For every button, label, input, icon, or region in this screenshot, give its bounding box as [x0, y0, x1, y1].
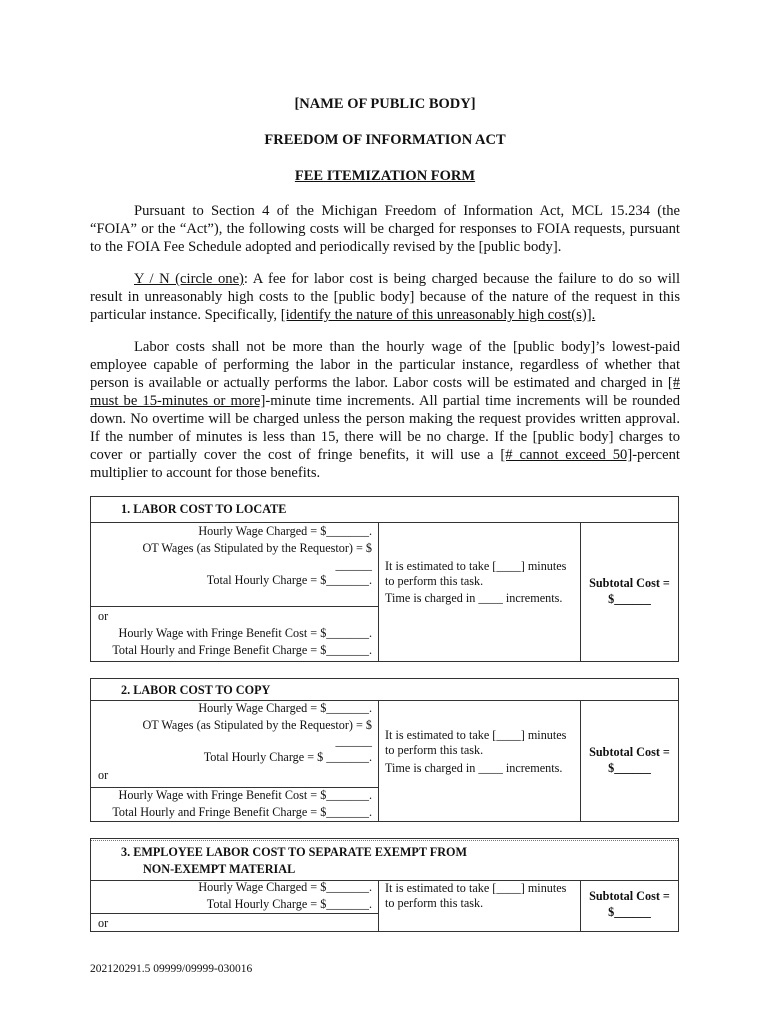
section-labor-cost-to-locate — [90, 496, 679, 662]
public-body-heading: [NAME OF PUBLIC BODY] — [294, 96, 476, 112]
divider — [91, 700, 678, 701]
hourly-wage-field[interactable]: Hourly Wage Charged = $_______. — [198, 701, 372, 715]
section-title: 1. LABOR COST TO LOCATE — [121, 502, 287, 516]
section-separate-exempt-material — [90, 838, 679, 932]
divider — [91, 606, 378, 607]
labor-cost-paragraph — [90, 338, 680, 482]
fringe-total-field[interactable]: Total Hourly and Fringe Benefit Charge = $_______. — [112, 643, 372, 657]
divider — [91, 913, 378, 914]
section-labor-cost-to-copy — [90, 678, 679, 822]
increment-field[interactable]: Time is charged in ____ increments. — [385, 591, 563, 605]
act-heading: FREEDOM OF INFORMATION ACT — [264, 132, 506, 148]
subtotal-value[interactable]: $______ — [608, 761, 651, 775]
labor-text-2: -minute time increments. All partial time increments will be rounded down. No overtime will be charged unless the person making the request provides written approval. If the number of minutes is less than 15, there will be no charge. If the [public body] charges to cover or partially cover the cost of fringe benefits, it will use a — [90, 393, 680, 463]
total-hourly-field[interactable]: Total Hourly Charge = $_______. — [206, 573, 372, 587]
ot-wages-field[interactable]: OT Wages (as Stipulated by the Requestor) = $ — [142, 718, 372, 732]
ot-wages-blank[interactable]: ______ — [335, 734, 372, 748]
or-label: or — [98, 916, 109, 930]
unreasonable-text: : A fee for labor cost is being charged because the failure to do so will result in unreasonably high costs to the [public body] because of the nature of the request in this particular instance. Specifically, — [90, 271, 680, 323]
section-title: 3. EMPLOYEE LABOR COST TO SEPARATE EXEMPT FROM — [121, 845, 468, 859]
labor-text-1: Labor costs shall not be more than the hourly wage of the [public body]’s lowest-paid employee capable of performing the labor in the particular instance, regardless of whether that person is available or actually performs the labor. Labor costs will be estimated and charged in — [90, 339, 680, 391]
total-hourly-field[interactable]: Total Hourly Charge = $_______. — [206, 897, 372, 911]
section-title-continued: NON-EXEMPT MATERIAL — [143, 862, 296, 876]
specify-placeholder: [identify the nature of this unreasonably high cost(s)]. — [280, 307, 596, 323]
ot-wages-field[interactable]: OT Wages (as Stipulated by the Requestor) = $ — [142, 541, 372, 555]
labor-text-3: -percent multiplier to account for those benefits. — [90, 447, 680, 481]
section-title: 2. LABOR COST TO COPY — [121, 683, 271, 697]
estimate-task-text: to perform this task. — [385, 574, 484, 588]
total-hourly-field[interactable]: Total Hourly Charge = $ _______. — [203, 750, 372, 764]
divider — [91, 522, 678, 523]
subtotal-label: Subtotal Cost = — [589, 576, 670, 590]
subtotal-label: Subtotal Cost = — [589, 889, 670, 903]
document-id: 202120291.5 09999/09999-030016 — [90, 963, 253, 975]
unreasonable-cost-paragraph — [90, 270, 680, 324]
circle-one-label[interactable]: Y / N (circle one) — [134, 271, 244, 287]
subtotal-value[interactable]: $______ — [608, 592, 651, 606]
subtotal-label: Subtotal Cost = — [589, 745, 670, 759]
fringe-total-field[interactable]: Total Hourly and Fringe Benefit Charge = $_______. — [112, 805, 372, 819]
hourly-wage-field[interactable]: Hourly Wage Charged = $_______. — [198, 524, 372, 538]
subtotal-value[interactable]: $______ — [608, 905, 651, 919]
divider — [378, 700, 379, 821]
estimate-minutes-field[interactable]: It is estimated to take [____] minutes — [385, 881, 567, 895]
increment-placeholder: [# must be 15-minutes or more] — [90, 375, 680, 409]
intro-text: Pursuant to Section 4 of the Michigan Freedom of Information Act, MCL 15.234 (the “FOIA” or the “Act”), the following costs will be charged for responses to FOIA requests, pursuant to the FOIA Fee Schedule adopted and periodically revised by the [public body]. — [90, 203, 680, 255]
ot-wages-blank[interactable]: ______ — [335, 558, 372, 572]
multiplier-placeholder: [# cannot exceed 50] — [500, 447, 633, 463]
estimate-task-text: to perform this task. — [385, 743, 484, 757]
divider — [378, 880, 379, 931]
estimate-minutes-field[interactable]: It is estimated to take [____] minutes — [385, 559, 567, 573]
or-label: or — [98, 609, 109, 623]
estimate-minutes-field[interactable]: It is estimated to take [____] minutes — [385, 728, 567, 742]
divider — [91, 840, 678, 841]
hourly-wage-field[interactable]: Hourly Wage Charged = $_______. — [198, 880, 372, 894]
form-title: FEE ITEMIZATION FORM — [294, 168, 476, 184]
fringe-wage-field[interactable]: Hourly Wage with Fringe Benefit Cost = $_______. — [118, 626, 372, 640]
estimate-task-text: to perform this task. — [385, 896, 484, 910]
fringe-wage-field[interactable]: Hourly Wage with Fringe Benefit Cost = $_______. — [118, 788, 372, 802]
increment-field[interactable]: Time is charged in ____ increments. — [385, 761, 563, 775]
divider — [378, 522, 379, 661]
intro-paragraph — [90, 202, 680, 256]
or-label: or — [98, 768, 109, 782]
